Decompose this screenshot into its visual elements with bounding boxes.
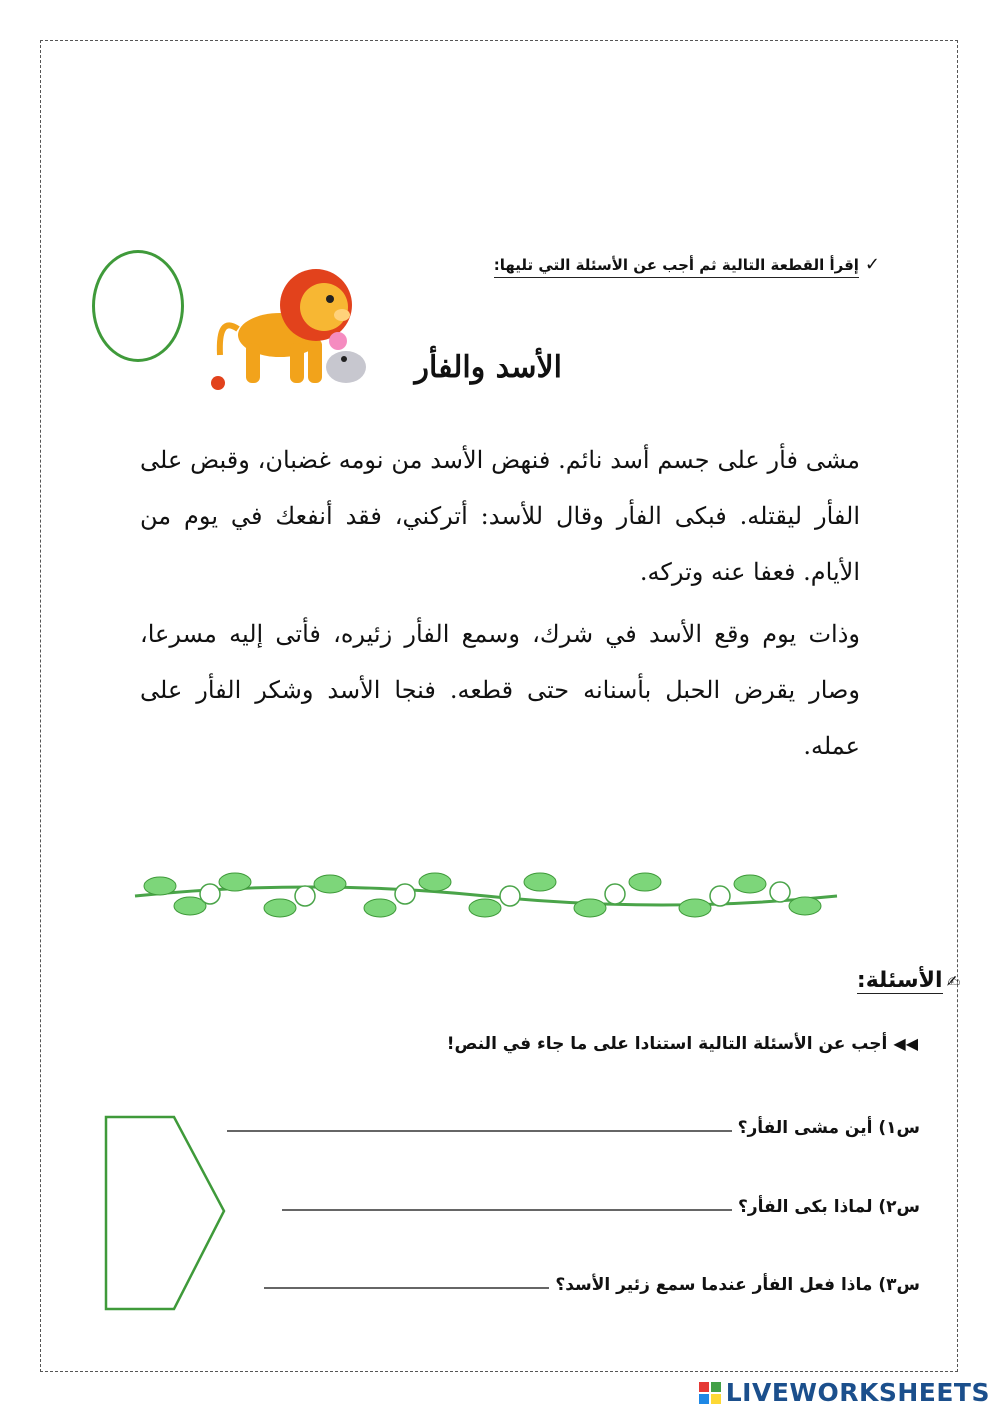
questions-intro [447, 1034, 918, 1054]
brand-name: LIVEWORKSHEETS [725, 1378, 990, 1407]
answer-line-2[interactable] [282, 1209, 732, 1211]
flower-garland-divider [130, 858, 842, 928]
answer-line-1[interactable] [227, 1130, 732, 1132]
logo-icon [699, 1382, 721, 1404]
question-3-label: س٣) ماذا فعل الفأر عندما سمع زئير الأسد؟ [555, 1275, 920, 1295]
questions-intro-text: أجب عن الأسئلة التالية استنادا على ما جاء في النص! [446, 1034, 888, 1054]
question-3 [264, 1275, 920, 1295]
instruction [360, 254, 880, 275]
lion-and-mouse-illustration [200, 255, 370, 405]
pencil-icon: ✍ [946, 972, 960, 991]
instruction-text: إقرأ القطعة التالية ثم أجب عن الأسئلة التي تليها: [494, 256, 859, 278]
answer-line-3[interactable] [264, 1287, 549, 1289]
question-2 [282, 1197, 920, 1217]
story-passage [140, 432, 860, 774]
question-1 [227, 1118, 920, 1138]
double-arrow-icon: ◀◀ [893, 1034, 918, 1053]
answer-circle-input[interactable] [92, 250, 184, 362]
checkmark-icon: ✓ [864, 254, 880, 275]
questions-heading: ✍الأسئلة: [856, 968, 960, 993]
liveworksheets-logo [699, 1378, 990, 1407]
question-1-label: س١) أين مشى الفأر؟ [737, 1118, 920, 1138]
story-title: الأسد والفأر [414, 350, 562, 385]
story-paragraph-2: وذات يوم وقع الأسد في شرك، وسمع الفأر زئيره، فأتى إليه مسرعا، وصار يقرض الحبل بأسنانه حتى قطعه. فنجا الأسد وشكر الفأر على عمله. [140, 620, 860, 760]
question-2-label: س٢) لماذا بكى الفأر؟ [737, 1197, 920, 1217]
answer-pentagon-input[interactable] [104, 1115, 234, 1311]
story-paragraph-1: مشى فأر على جسم أسد نائم. فنهض الأسد من نومه غضبان، وقبض على الفأر ليقتله. فبكى الفأر وقال للأسد: أتركني، فقد أنفعك في يوم من الأيام. فعفا عنه وتركه. [140, 446, 860, 586]
